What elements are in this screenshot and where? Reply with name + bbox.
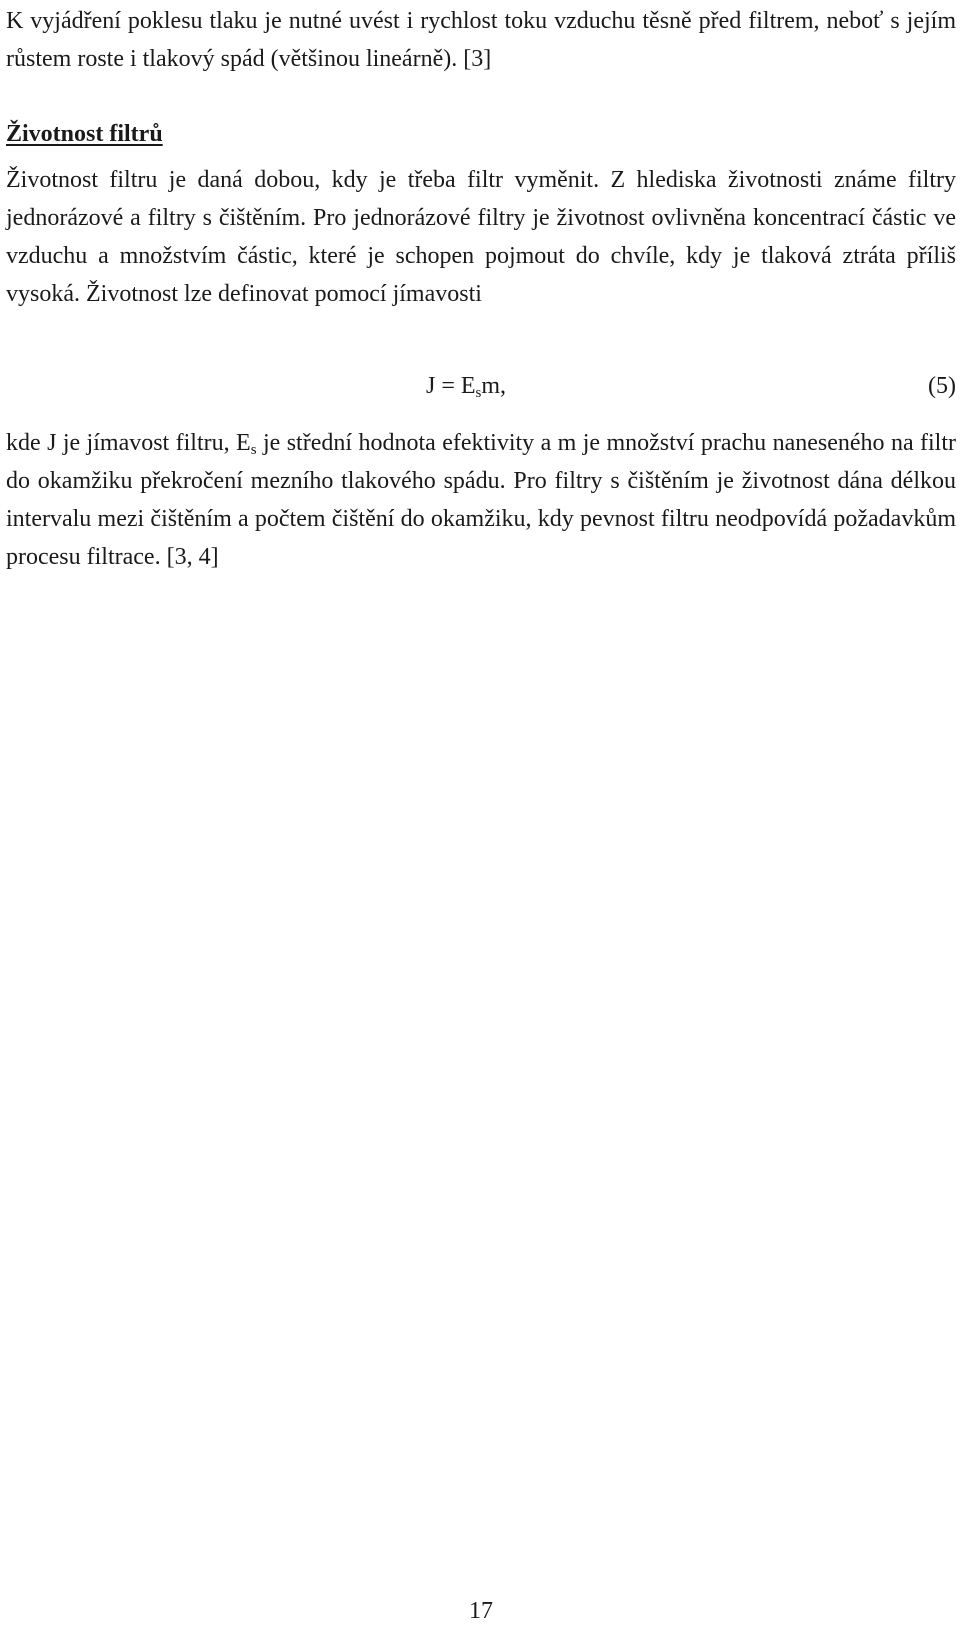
explanation-subscript: s xyxy=(250,442,257,458)
equation-5 xyxy=(6,367,956,405)
paragraph-filter-lifetime: Životnost filtru je daná dobou, kdy je třeba filtr vyměnit. Z hlediska životnosti známe filtry jednorázové a filtry s čištěním. Pro jednorázové filtry je životnost ovlivněna koncentrací částic ve vzduchu a množstvím částic, které je schopen pojmout do chvíle, kdy je tlaková ztráta příliš vysoká. Životnost lze definovat pomocí jímavosti xyxy=(6,167,956,307)
paragraph-equation-explanation xyxy=(6,424,956,576)
equation-subscript: s xyxy=(475,385,482,401)
equation-rhs: m, xyxy=(481,373,507,399)
section-heading-filter-lifetime: Životnost filtrů xyxy=(6,121,163,147)
equation-number: (5) xyxy=(928,373,956,399)
explanation-rest: je střední hodnota efektivity a m je množství prachu naneseného na filtr do okamžiku překročení mezního tlakového spádu. Pro filtry s čištěním je životnost dána délkou intervalu mezi čištěním a počtem čištění do okamžiku, kdy pevnost filtru neodpovídá požadavkům procesu filtrace. [3, 4] xyxy=(6,430,957,570)
equation-lhs: J = E xyxy=(426,373,476,399)
explanation-start: kde J je jímavost filtru, E xyxy=(6,430,251,456)
page-number: 17 xyxy=(469,1598,493,1624)
equation-formula xyxy=(426,367,506,405)
paragraph-pressure-drop: K vyjádření poklesu tlaku je nutné uvést i rychlost toku vzduchu těsně před filtrem, neboť s jejím růstem roste i tlakový spád (většinou lineárně). [3] xyxy=(6,8,956,72)
document-page xyxy=(6,0,956,1640)
